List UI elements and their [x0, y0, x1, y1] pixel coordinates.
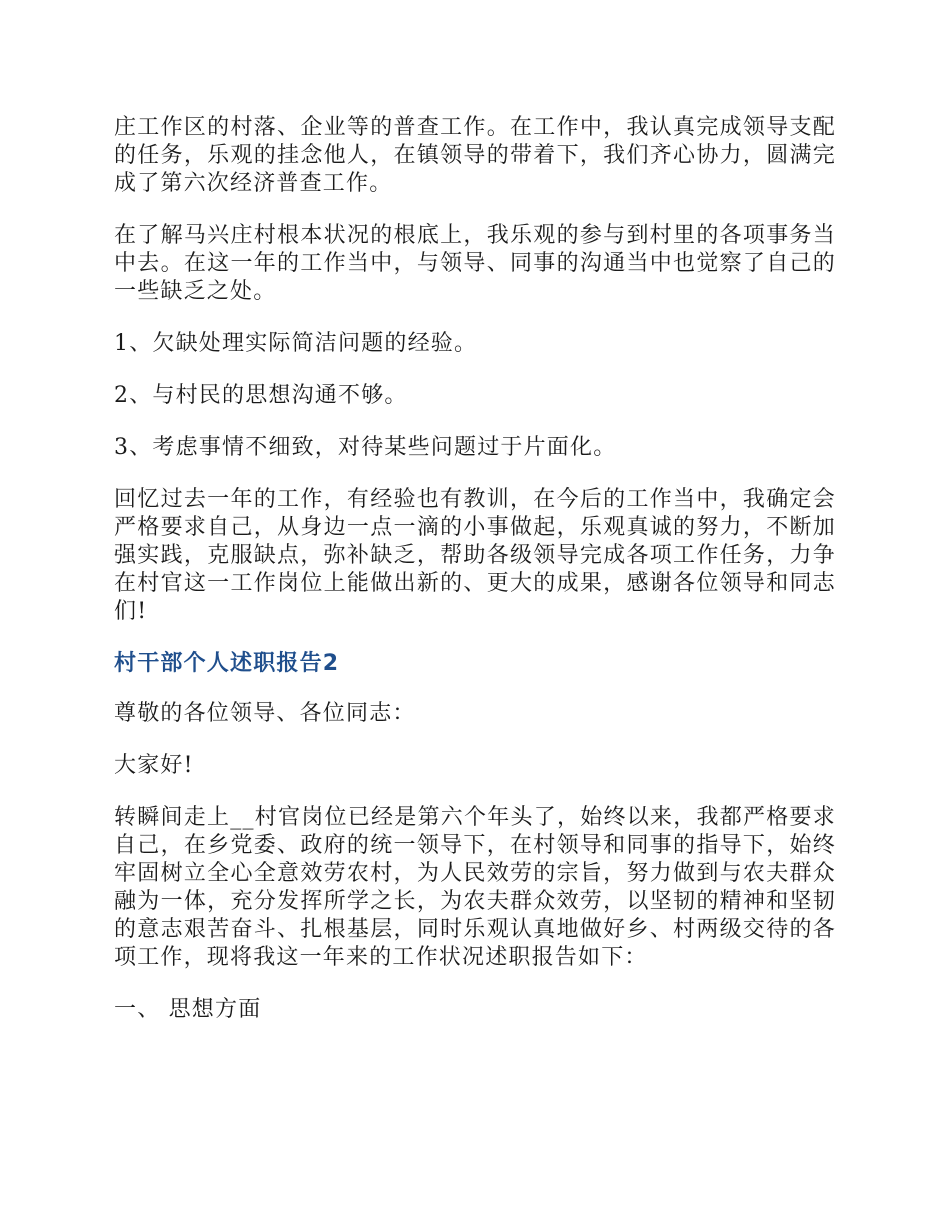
document-body: [114, 114, 836, 1048]
paragraph-intro: 转瞬间走上__村官岗位已经是第六个年头了，始终以来，我都严格要求自己，在乡党委、政府的统一领导下，在村领导和同事的指导下，始终牢固树立全心全意效劳农村，为人民效劳的宗旨，努力做到与农夫群众融为一体，充分发挥所学之长，为农夫群众效劳，以坚韧的精神和坚韧的意志艰苦奋斗、扎根基层，同时乐观认真地做好乡、村两级交待的各项工作，现将我这一年来的工作状况述职报告如下：: [114, 805, 836, 970]
list-item-3: 3、考虑事情不细致，对待某些问题过于片面化。: [114, 435, 617, 460]
paragraph-census-work: 庄工作区的村落、企业等的普查工作。在工作中，我认真完成领导支配的任务，乐观的挂念他人，在镇领导的带着下，我们齐心协力，圆满完成了第六次经济普查工作。: [114, 115, 836, 196]
paragraph-salutation: 尊敬的各位领导、各位同志：: [114, 701, 416, 726]
section-heading: 村干部个人述职报告2: [114, 651, 340, 676]
list-item-2: 2、与村民的思想沟通不够。: [114, 383, 408, 408]
paragraph-reflection: 回忆过去一年的工作，有经验也有教训，在今后的工作当中，我确定会严格要求自己，从身边一点一滴的小事做起，乐观真诚的努力，不断加强实践，克服缺点，弥补缺乏，帮助各级领导完成各项工作任务，力争在村官这一工作岗位上能做出新的、更大的成果，感谢各位领导和同志们!: [114, 487, 836, 624]
paragraph-greeting: 大家好!: [114, 753, 194, 778]
subsection-heading-thought: 一、 思想方面: [114, 997, 262, 1022]
list-item-1: 1、欠缺处理实际简洁问题的经验。: [114, 331, 478, 356]
paragraph-village-affairs: 在了解马兴庄村根本状况的根底上，我乐观的参与到村里的各项事务当中去。在这一年的工作当中，与领导、同事的沟通当中也觉察了自己的一些缺乏之处。: [114, 223, 836, 304]
